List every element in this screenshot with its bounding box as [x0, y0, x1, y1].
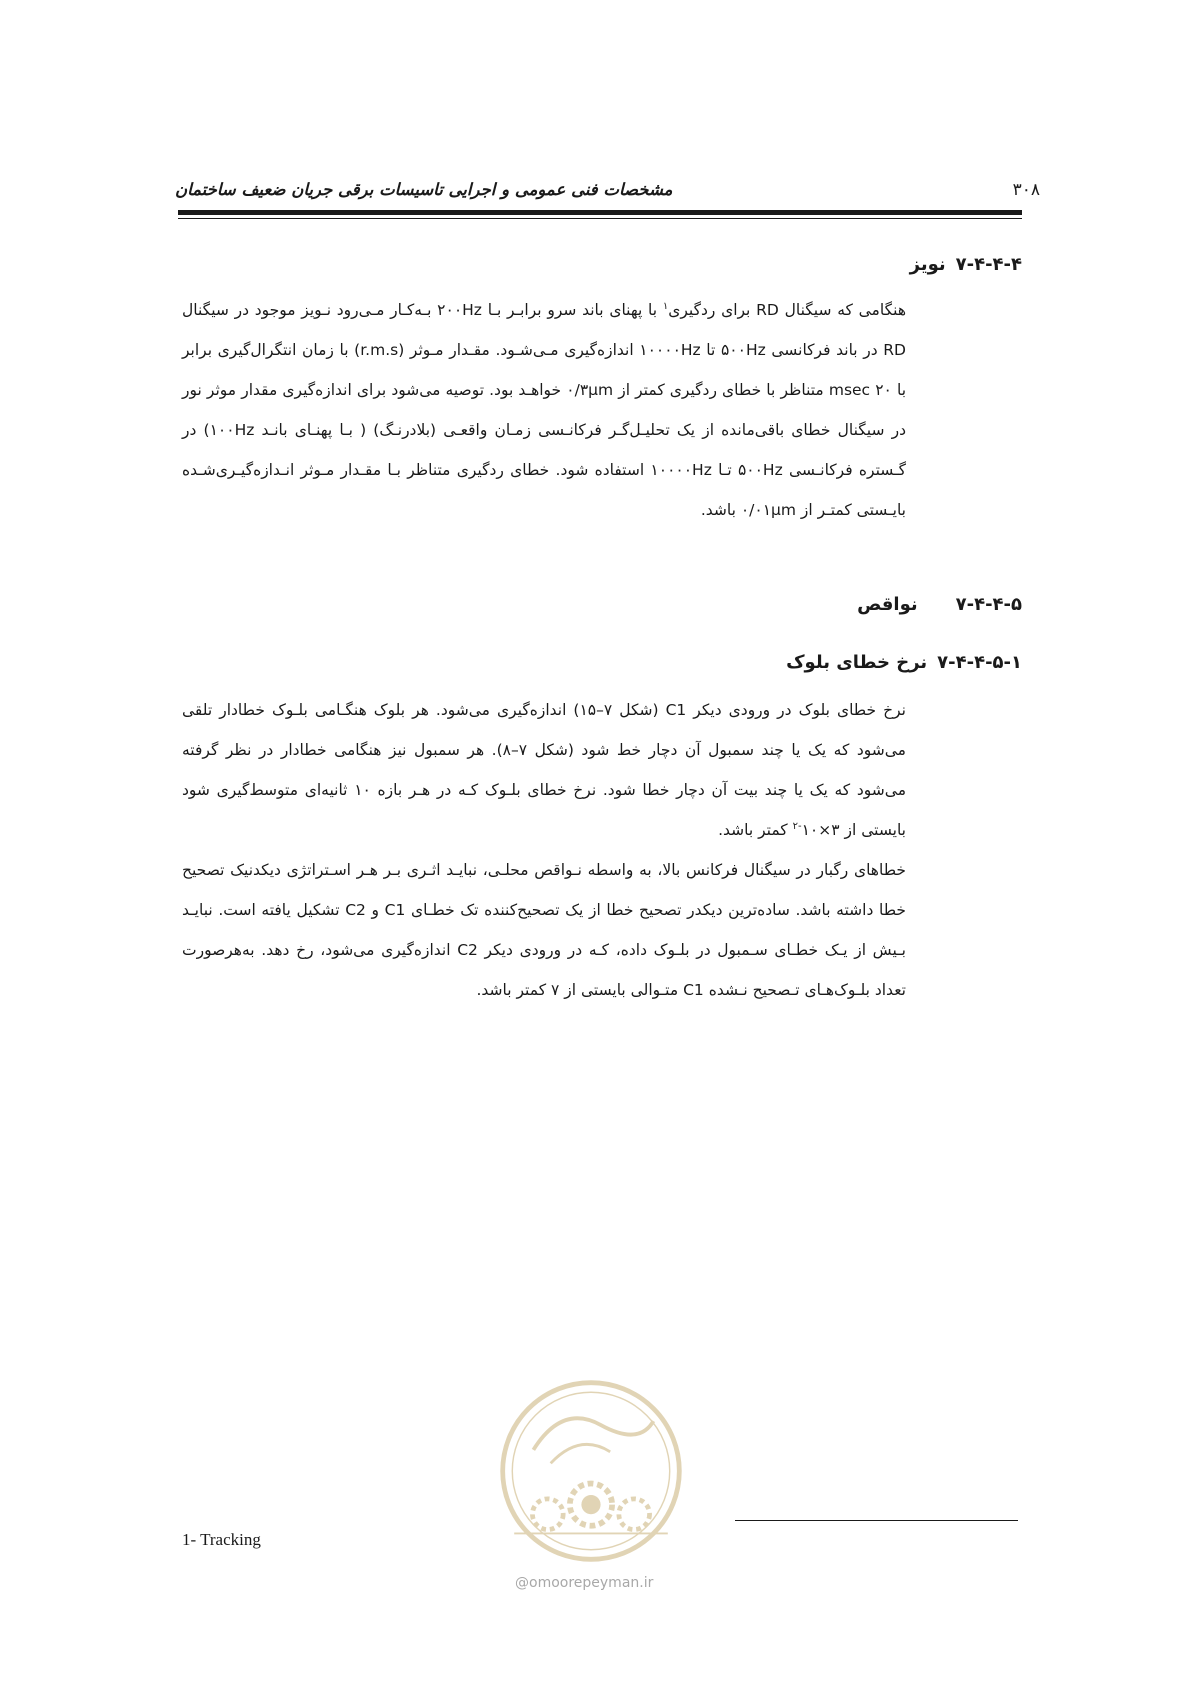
footnote-divider [735, 1520, 1018, 1521]
watermark-url: @omoorepeyman.ir [515, 1575, 654, 1591]
paragraph-burst-errors: خطاهای رگبار در سیگنال فرکانس بالا، به واسطه نـواقص محلـی، نبایـد اثـری بـر هـر اسـتراتژی دیکدنیک تصحیح خطا داشته باشد. ساده‌ترین دیکدر تصحیح خطا از یک تصحیح‌کننده تک خطـای C1 و C2 تشکیل یافته است. نبایـد بـیش از یـک خطـای سـمبول در بلـوک داده، کـه در ورودی دیکر C2 اندازه‌گیری می‌شود، رخ دهد. به‌هرصورت تعداد بلـوک‌هـای تـصحیح نـشده C1 متـوالی بایستی از ۷ کمتر باشد. [182, 861, 907, 999]
exponent: -۲ [792, 820, 802, 832]
footnote-reference: ۱ [662, 300, 669, 312]
paragraph-block-error-rate [182, 690, 906, 850]
paragraph-noise [182, 290, 906, 530]
section-number: ۷-۴-۴-۵ [955, 594, 1022, 615]
section-title: نرخ خطای بلوک [786, 652, 928, 673]
section-title: نویز [909, 254, 946, 275]
section-title: نواقص [857, 594, 918, 615]
paragraph-text: با پهنای باند سرو برابـر بـا ۲۰۰Hz بـه‌کـار مـی‌رود نـویز موجود در سیگنال RD در باند فرکانسی ۵۰۰Hz تا ۱۰۰۰۰Hz اندازه‌گیری مـی‌شـود. مقـدار مـوثر (r.m.s) با زمان انتگرال‌گیری برابر با ۲۰ msec متناظر با خطای ردگیری کمتر از ۰/۳µm خواهـد بود. توصیه می‌شود برای اندازه‌گیری مقدار موثر نور در سیگنال خطای باقی‌مانده از یک تحلیـل‌گـر فرکانـسی زمـان واقعـی (بلادرنـگ) ( بـا پهنـای بانـد ۱۰۰Hz) در گـستره فرکانـسی ۵۰۰Hz تـا ۱۰۰۰۰Hz استفاده شود. خطای ردگیری متناظر بـا مقـدار مـوثر انـدازه‌گیـری‌شـده بایـستی کمتـر از ۰/۰۱µm باشد. [182, 301, 907, 519]
book-title: مشخصات فنی عمومی و اجرایی تاسیسات برقی جریان ضعیف ساختمان [175, 180, 673, 199]
publisher-seal-logo [495, 1375, 687, 1567]
paragraph-text: کمتر باشد. [718, 821, 793, 839]
header-rule-thick [178, 210, 1022, 215]
paragraph-text: هنگامی که سیگنال RD برای ردگیری [668, 301, 906, 319]
section-heading-noise [180, 250, 1022, 280]
section-heading-defects [180, 590, 1022, 620]
footnote: 1- Tracking [182, 1530, 261, 1549]
section-number: ۷-۴-۴-۵-۱ [937, 652, 1022, 673]
section-number: ۷-۴-۴-۴ [955, 254, 1022, 275]
section-heading-block-error [180, 648, 1022, 678]
paragraph-text: نرخ خطای بلوک در ورودی دیکر C1 (شکل ۷–۱۵) اندازه‌گیری می‌شود. هر بلوک هنگـامی بلـوک خطادار تلقی می‌شود که یک یا چند سمبول آن دچار خط شود (شکل ۷–۸). هر سمبول نیز هنگامی خطادار در نظر گرفته می‌شود که یک یا چند بیت آن دچار خطا شود. نرخ خطای بلـوک کـه در هـر بازه ۱۰ ثانیه‌ای متوسط‌گیری شود بایستی از ۳×۱۰ [182, 701, 907, 839]
header-rule-thin [178, 218, 1022, 219]
page-number: ۳۰۸ [1012, 180, 1040, 200]
